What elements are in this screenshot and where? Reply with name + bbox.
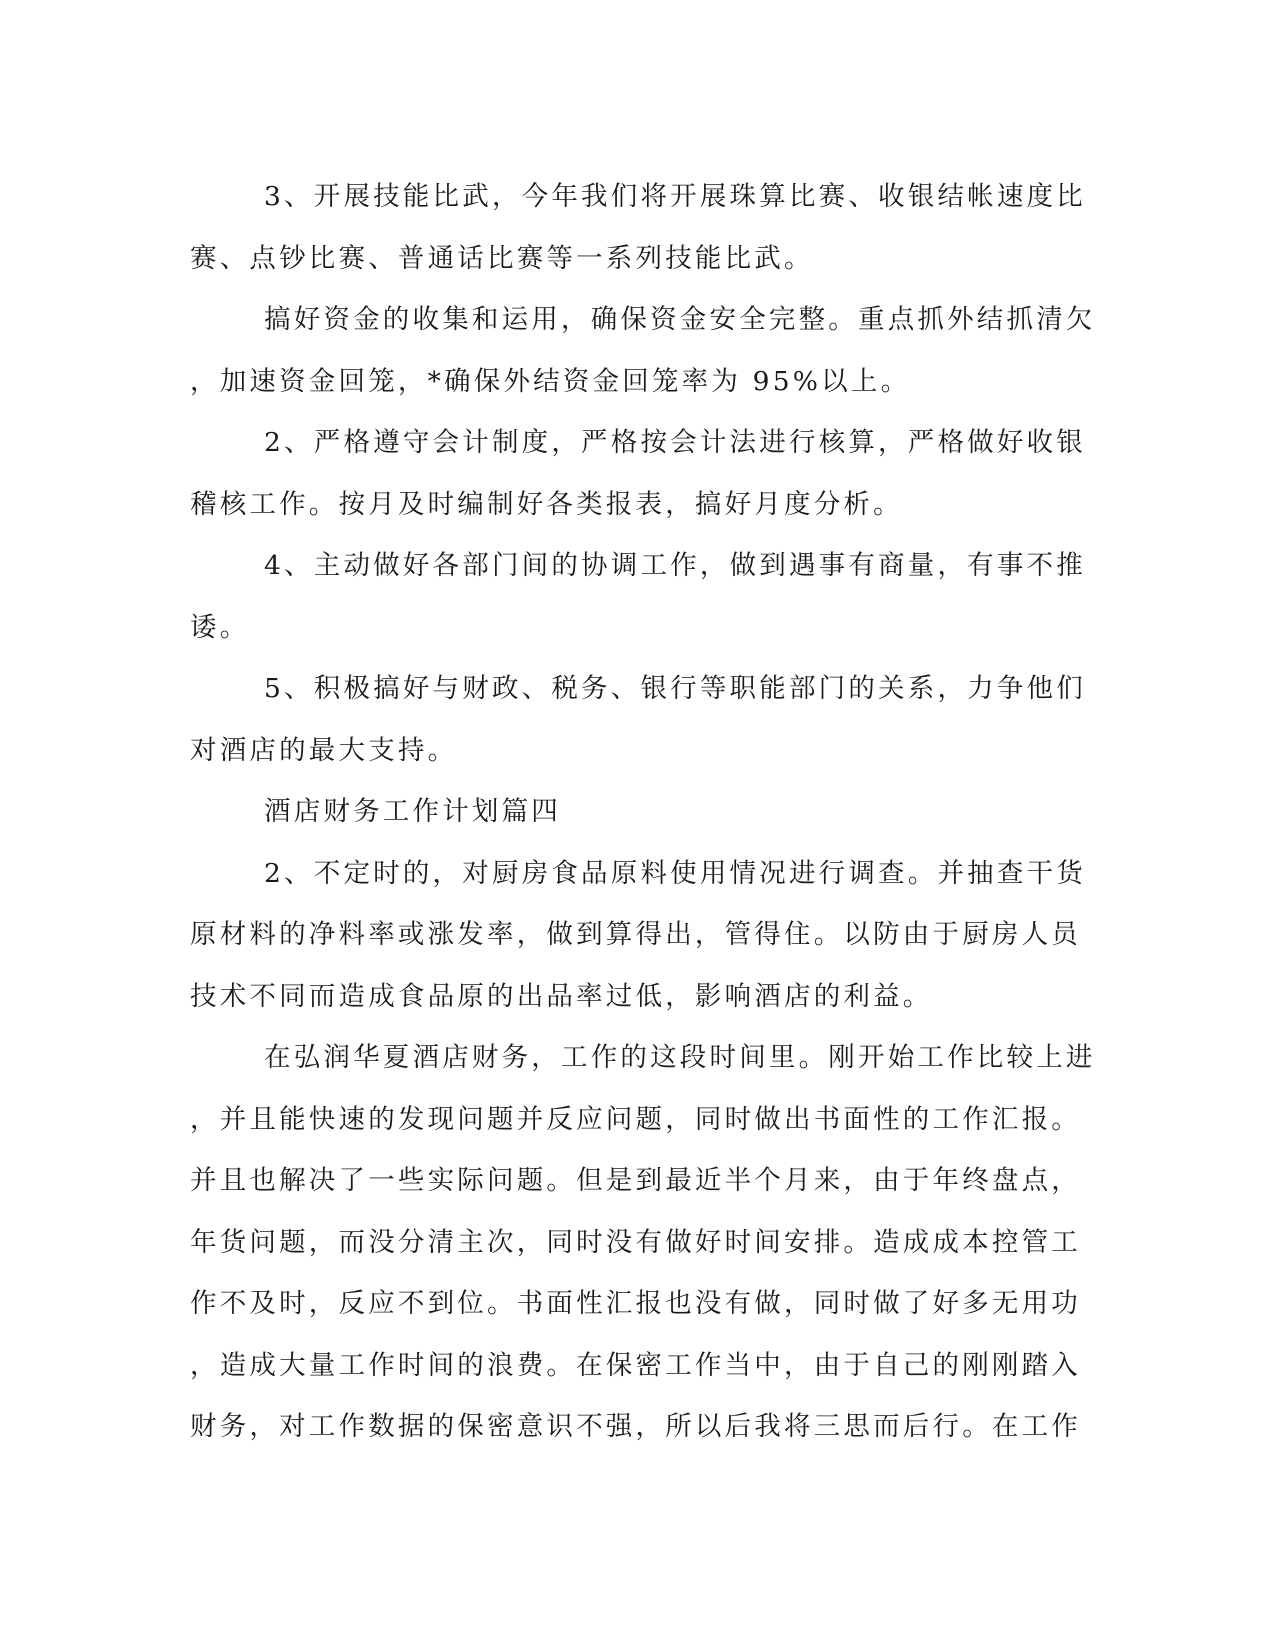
text-line: 财务，对工作数据的保密意识不强，所以后我将三思而后行。在工作 [190, 1411, 1081, 1442]
body-text [190, 166, 1096, 1458]
text-line: 并且也解决了一些实际问题。但是到最近半个月来，由于年终盘点， [190, 1165, 1081, 1196]
text-line: 2、不定时的，对厨房食品原料使用情况进行调查。并抽查干货 [264, 857, 1086, 889]
text-line: 作不及时，反应不到位。书面性汇报也没有做，同时做了好多无用功 [190, 1288, 1081, 1319]
text-line: 在弘润华夏酒店财务，工作的这段时间里。刚开始工作比较上进 [264, 1042, 1096, 1073]
text-line: ，并且能快速的发现问题并反应问题，同时做出书面性的工作汇报。 [190, 1103, 1081, 1135]
text-line: 稽核工作。按月及时编制好各类报表，搞好月度分析。 [190, 488, 903, 520]
text-line: ，造成大量工作时间的浪费。在保密工作当中，由于自己的刚刚踏入 [190, 1349, 1081, 1381]
text-line: 年货问题，而没分清主次，同时没有做好时间安排。造成成本控管工 [190, 1226, 1081, 1258]
text-line: 技术不同而造成食品原的出品率过低，影响酒店的利益。 [190, 980, 933, 1012]
text-line: ，加速资金回笼，*确保外结资金回笼率为 95%以上。 [190, 365, 911, 397]
section-heading: 酒店财务工作计划篇四 [264, 796, 561, 827]
text-line: 赛、点钞比赛、普通话比赛等一系列技能比武。 [190, 242, 814, 274]
text-line: 2、严格遵守会计制度，严格按会计法进行核算，严格做好收银 [264, 427, 1086, 458]
text-line: 4、主动做好各部门间的协调工作，做到遇事有商量，有事不推 [264, 550, 1086, 581]
text-line: 对酒店的最大支持。 [190, 734, 458, 766]
text-line: 搞好资金的收集和运用，确保资金安全完整。重点抓外结抓清欠 [264, 304, 1096, 335]
text-line: 原材料的净料率或涨发率，做到算得出，管得住。以防由于厨房人员 [190, 919, 1081, 950]
text-line: 诿。 [190, 611, 250, 643]
text-line: 5、积极搞好与财政、税务、银行等职能部门的关系，力争他们 [264, 673, 1086, 704]
text-line: 3、开展技能比武，今年我们将开展珠算比赛、收银结帐速度比 [264, 181, 1086, 212]
